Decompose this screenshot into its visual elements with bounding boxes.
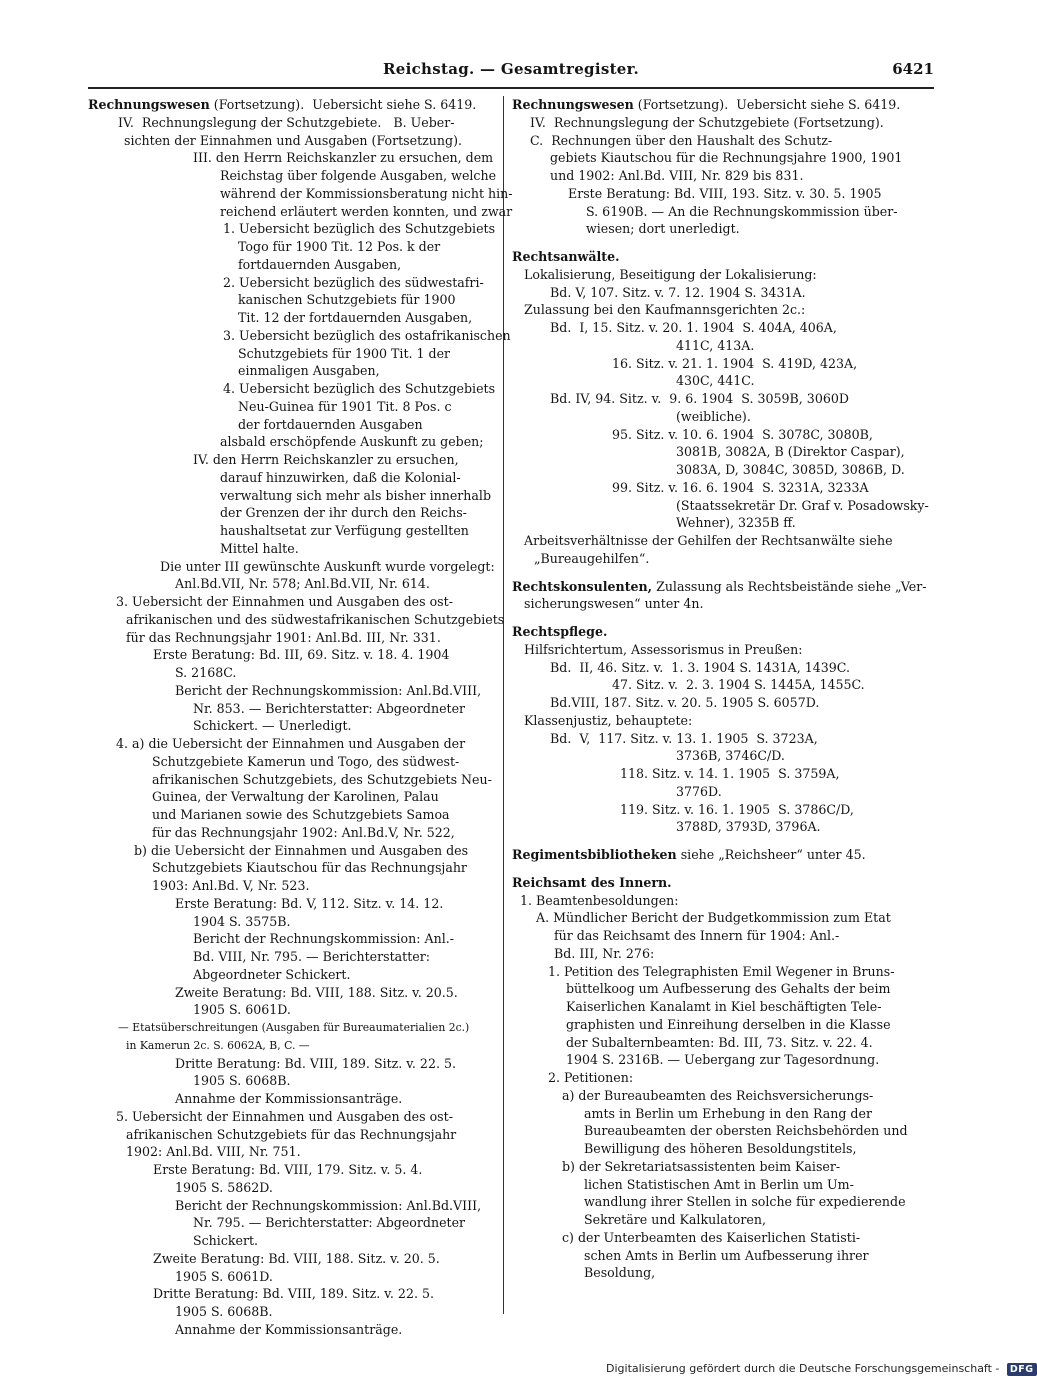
text-line: 3776D. <box>676 783 722 799</box>
text-line: Mittel halte. <box>220 540 299 556</box>
text-line: darauf hinzuwirken, daß die Kolonial- <box>220 469 461 485</box>
text-line: der fortdauernden Ausgaben <box>238 416 423 432</box>
text-line: Schutzgebiets Kiautschou für das Rechnungsjahr <box>152 860 467 876</box>
text-line: Bureaubeamten der obersten Reichsbehörden und <box>584 1123 908 1139</box>
right-column <box>512 96 934 1282</box>
text-line: 430C, 441C. <box>676 373 755 389</box>
text-line: IV. Rechnungslegung der Schutzgebiete (Fortsetzung). <box>530 114 884 130</box>
text-line: 16. Sitz. v. 21. 1. 1904 S. 419D, 423A, <box>612 355 858 371</box>
section-heading: Rechtsanwälte. <box>512 249 620 264</box>
text-line: wandlung ihrer Stellen in solche für expedierende <box>584 1194 906 1210</box>
section-heading: Reichsamt des Innern. <box>512 874 672 890</box>
text-line: 1. Uebersicht bezüglich des Schutzgebiets <box>223 221 496 237</box>
page-number: 6421 <box>892 60 934 78</box>
text-line <box>512 96 934 114</box>
text-line: gebiets Kiautschou für die Rechnungsjahre 1900, 1901 <box>550 150 903 166</box>
text-line: für das Rechnungsjahr 1902: Anl.Bd.V, Nr. 522, <box>152 824 455 840</box>
text-line: 5. Uebersicht der Einnahmen und Ausgaben des ost- <box>116 1108 453 1124</box>
text-line: Schickert. <box>193 1233 259 1248</box>
text-line: Erste Beratung: Bd. VIII, 193. Sitz. v. 30. 5. 1905 <box>568 185 882 201</box>
text-line: C. Rechnungen über den Haushalt des Schutz- <box>530 132 833 148</box>
header-rule <box>88 87 934 89</box>
text-line: Die unter III gewünschte Auskunft wurde vorgelegt: <box>160 558 495 574</box>
text-line: verwaltung sich mehr als bisher innerhalb <box>220 487 492 503</box>
text-line: A. Mündlicher Bericht der Budgetkommission zum Etat <box>536 910 891 926</box>
text-line: Schutzgebiete Kamerun und Togo, des südwest- <box>152 753 460 769</box>
entry-text: (Fortsetzung). Uebersicht siehe S. 6419. <box>209 97 477 112</box>
text-line: schen Amts in Berlin um Aufbesserung ihrer <box>584 1247 869 1263</box>
text-line: Tit. 12 der fortdauernden Ausgaben, <box>238 310 473 325</box>
text-line: 1905 S. 5862D. <box>175 1179 273 1195</box>
text-line: lichen Statistischen Amt in Berlin um Um- <box>584 1176 854 1192</box>
text-line: 3736B, 3746C/D. <box>676 748 785 764</box>
left-column <box>88 96 513 1339</box>
text-line: Hilfsrichtertum, Assessorismus in Preußen: <box>524 641 803 657</box>
text-line: in Kamerun 2c. S. 6062A, B, C. — <box>126 1038 310 1052</box>
text-line: Bd. IV, 94. Sitz. v. 9. 6. 1904 S. 3059B, 3060D <box>550 391 849 406</box>
text-line: 119. Sitz. v. 16. 1. 1905 S. 3786C/D, <box>620 801 854 817</box>
text-line: wiesen; dort unerledigt. <box>586 221 740 237</box>
text-line: 2. Uebersicht bezüglich des südwestafri- <box>223 274 484 290</box>
text-line: 1902: Anl.Bd. VIII, Nr. 751. <box>126 1144 301 1160</box>
text-line: b) der Sekretariatsassistenten beim Kaiser- <box>562 1158 841 1174</box>
text-line: 3. Uebersicht der Einnahmen und Ausgaben des ost- <box>116 594 453 609</box>
text-line: Bericht der Rechnungskommission: Anl.Bd.VIII, <box>175 682 482 698</box>
text-line: 1905 S. 6061D. <box>193 1002 291 1018</box>
text-line: Reichstag über folgende Ausgaben, welche <box>220 168 497 183</box>
text-line: Anl.Bd.VII, Nr. 578; Anl.Bd.VII, Nr. 614. <box>175 576 430 592</box>
text-line: afrikanischen und des südwestafrikanischen Schutzgebiets <box>126 611 505 627</box>
text-line: Dritte Beratung: Bd. VIII, 189. Sitz. v. 22. 5. <box>153 1286 434 1302</box>
text-line: 1904 S. 2316B. — Uebergang zur Tagesordnung. <box>566 1052 880 1068</box>
text-line: und 1902: Anl.Bd. VIII, Nr. 829 bis 831. <box>550 168 804 183</box>
text-line: Bd. I, 15. Sitz. v. 20. 1. 1904 S. 404A, 406A, <box>550 320 837 335</box>
entry-text: siehe „Reichsheer“ unter 45. <box>676 847 866 862</box>
text-line: sichten der Einnahmen und Ausgaben (Fortsetzung). <box>124 132 462 148</box>
text-line: 3081B, 3082A, B (Direktor Caspar), <box>676 444 905 460</box>
text-line: Bericht der Rechnungskommission: Anl.- <box>193 931 454 947</box>
entry-text: Zulassung als Rechtsbeistände siehe „Ver- <box>652 578 927 594</box>
entry-keyword: Rechtskonsulenten, <box>512 578 653 594</box>
text-line: für das Reichsamt des Innern für 1904: Anl.- <box>554 928 840 943</box>
text-line <box>512 578 934 596</box>
text-line: 47. Sitz. v. 2. 3. 1904 S. 1445A, 1455C. <box>612 677 865 693</box>
text-line: Kaiserlichen Kanalamt in Kiel beschäftigten Tele- <box>566 999 882 1014</box>
text-line: während der Kommissionsberatung nicht hin- <box>220 185 513 201</box>
footer-text: Digitalisierung gefördert durch die Deutsche Forschungsgemeinschaft - <box>606 1362 1000 1375</box>
text-line: Zulassung bei den Kaufmannsgerichten 2c.: <box>524 302 806 318</box>
text-line: Erste Beratung: Bd. V, 112. Sitz. v. 14. 12. <box>175 895 444 911</box>
text-line: b) die Uebersicht der Einnahmen und Ausgaben des <box>134 842 469 858</box>
text-line: c) der Unterbeamten des Kaiserlichen Statisti- <box>562 1229 861 1245</box>
text-line: graphisten und Einreihung derselben in die Klasse <box>566 1016 891 1032</box>
text-line: Klassenjustiz, behauptete: <box>524 712 693 728</box>
entry-keyword: Regimentsbibliotheken <box>512 847 677 862</box>
text-line: Bd. VIII, Nr. 795. — Berichterstatter: <box>193 949 430 964</box>
text-line: a) der Bureaubeamten des Reichsversicherungs- <box>562 1087 874 1103</box>
section-gap <box>512 568 934 578</box>
text-line: der Subalternbeamten: Bd. III, 73. Sitz. v. 22. 4. <box>566 1034 873 1050</box>
text-line: 3788D, 3793D, 3796A. <box>676 819 821 835</box>
text-line: kanischen Schutzgebiets für 1900 <box>238 292 456 308</box>
text-line: (Staatssekretär Dr. Graf v. Posadowsky- <box>676 497 929 513</box>
text-line: IV. Rechnungslegung der Schutzgebiete. B. Ueber- <box>118 114 455 130</box>
text-line: 3083A, D, 3084C, 3085D, 3086B, D. <box>676 462 905 477</box>
text-line: 4. a) die Uebersicht der Einnahmen und Ausgaben der <box>116 736 466 751</box>
text-line: afrikanischen Schutzgebiets für das Rechnungsjahr <box>126 1126 457 1142</box>
text-line: Bd. V, 107. Sitz. v. 7. 12. 1904 S. 3431A. <box>550 284 806 300</box>
entry-keyword: Rechnungswesen <box>88 97 210 112</box>
text-line: für das Rechnungsjahr 1901: Anl.Bd. III, Nr. 331. <box>126 629 441 645</box>
text-line: afrikanischen Schutzgebiets, des Schutzgebiets Neu- <box>152 771 492 787</box>
text-line: amts in Berlin um Erhebung in den Rang der <box>584 1105 872 1121</box>
text-line: Zweite Beratung: Bd. VIII, 188. Sitz. v. 20. 5. <box>153 1250 440 1266</box>
text-line: 1903: Anl.Bd. V, Nr. 523. <box>152 878 310 893</box>
section-heading: Rechtspflege. <box>512 624 608 639</box>
text-line: (weibliche). <box>676 408 751 424</box>
text-line: Togo für 1900 Tit. 12 Pos. k der <box>238 239 441 254</box>
text-line: 1. Beamtenbesoldungen: <box>520 892 679 908</box>
text-line: 2. Petitionen: <box>548 1070 634 1085</box>
text-line: Bd. II, 46. Sitz. v. 1. 3. 1904 S. 1431A, 1439C. <box>550 659 850 675</box>
text-line: alsbald erschöpfende Auskunft zu geben; <box>220 434 484 450</box>
text-line: Sekretäre und Kalkulatoren, <box>584 1212 766 1227</box>
text-line: 3. Uebersicht bezüglich des ostafrikanischen <box>223 327 511 343</box>
text-line: 99. Sitz. v. 16. 6. 1904 S. 3231A, 3233A <box>612 479 869 495</box>
text-line: „Bureaugehilfen“. <box>534 550 650 566</box>
text-line: haushaltsetat zur Verfügung gestellten <box>220 523 469 538</box>
section-gap <box>512 836 934 846</box>
entry-keyword: Rechnungswesen <box>512 97 634 112</box>
section-gap <box>512 238 934 248</box>
column-divider <box>503 96 504 1314</box>
entry-text: (Fortsetzung). Uebersicht siehe S. 6419. <box>633 97 901 112</box>
text-line: sicherungswesen“ unter 4n. <box>524 596 704 612</box>
text-line: IV. den Herrn Reichskanzler zu ersuchen, <box>193 452 459 467</box>
text-line: Erste Beratung: Bd. VIII, 179. Sitz. v. 5. 4. <box>153 1162 423 1177</box>
text-line: 95. Sitz. v. 10. 6. 1904 S. 3078C, 3080B, <box>612 426 873 442</box>
dfg-logo: DFG <box>1007 1363 1037 1376</box>
text-line: 1905 S. 6068B. <box>193 1073 291 1089</box>
text-line: fortdauernden Ausgaben, <box>238 256 402 272</box>
text-line: Bewilligung des höheren Besoldungstitels, <box>584 1141 857 1156</box>
text-line: Bd. V, 117. Sitz. v. 13. 1. 1905 S. 3723A, <box>550 730 818 746</box>
text-line: einmaligen Ausgaben, <box>238 363 380 379</box>
text-line: 1905 S. 6061D. <box>175 1268 273 1284</box>
text-line: Neu-Guinea für 1901 Tit. 8 Pos. c <box>238 398 452 414</box>
text-line: III. den Herrn Reichskanzler zu ersuchen, dem <box>193 150 494 166</box>
text-line: reichend erläutert werden konnten, und zwar <box>220 203 513 219</box>
section-gap <box>512 864 934 874</box>
text-line <box>88 96 492 114</box>
text-line: Besoldung, <box>584 1265 656 1281</box>
text-line: 118. Sitz. v. 14. 1. 1905 S. 3759A, <box>620 766 840 781</box>
text-line: büttelkoog um Aufbesserung des Gehalts der beim <box>566 981 891 997</box>
text-line: Bd.VIII, 187. Sitz. v. 20. 5. 1905 S. 6057D. <box>550 695 820 710</box>
text-line: Annahme der Kommissionsanträge. <box>175 1091 403 1106</box>
running-title: Reichstag. — Gesamtregister. <box>382 60 639 78</box>
text-line: Erste Beratung: Bd. III, 69. Sitz. v. 18. 4. 1904 <box>153 647 450 663</box>
text-line: Nr. 853. — Berichterstatter: Abgeordneter <box>193 700 466 716</box>
text-line: Lokalisierung, Beseitigung der Lokalisierung: <box>524 266 817 282</box>
text-line: Abgeordneter Schickert. <box>193 966 351 982</box>
text-line: Annahme der Kommissionsanträge. <box>175 1321 403 1337</box>
text-line: Schutzgebiets für 1900 Tit. 1 der <box>238 345 451 361</box>
text-line: 411C, 413A. <box>676 337 755 353</box>
footer <box>606 1362 1037 1376</box>
text-line: der Grenzen der ihr durch den Reichs- <box>220 505 467 521</box>
page-header <box>88 60 934 84</box>
text-line: 1905 S. 6068B. <box>175 1304 273 1319</box>
text-line <box>512 846 934 864</box>
text-line: Zweite Beratung: Bd. VIII, 188. Sitz. v. 20.5. <box>175 984 458 1000</box>
text-line: S. 6190B. — An die Rechnungskommission über- <box>586 203 898 219</box>
text-line: — Etatsüberschreitungen (Ausgaben für Bureaumaterialien 2c.) <box>118 1021 470 1034</box>
section-gap <box>512 613 934 623</box>
text-line: Arbeitsverhältnisse der Gehilfen der Rechtsanwälte siehe <box>524 533 893 548</box>
text-line: Nr. 795. — Berichterstatter: Abgeordneter <box>193 1215 466 1231</box>
text-line: Guinea, der Verwaltung der Karolinen, Palau <box>152 789 439 805</box>
text-line: Dritte Beratung: Bd. VIII, 189. Sitz. v. 22. 5. <box>175 1055 456 1071</box>
text-line: Schickert. — Unerledigt. <box>193 718 352 734</box>
text-line: 1904 S. 3575B. <box>193 913 291 929</box>
text-line: und Marianen sowie des Schutzgebiets Samoa <box>152 807 450 822</box>
text-line: Bericht der Rechnungskommission: Anl.Bd.VIII, <box>175 1197 482 1213</box>
text-line: 4. Uebersicht bezüglich des Schutzgebiets <box>223 381 496 396</box>
text-line: Bd. III, Nr. 276: <box>554 945 655 961</box>
text-line: S. 2168C. <box>175 665 237 680</box>
text-line: Wehner), 3235B ff. <box>676 515 796 531</box>
text-line: 1. Petition des Telegraphisten Emil Wegener in Bruns- <box>548 963 895 979</box>
